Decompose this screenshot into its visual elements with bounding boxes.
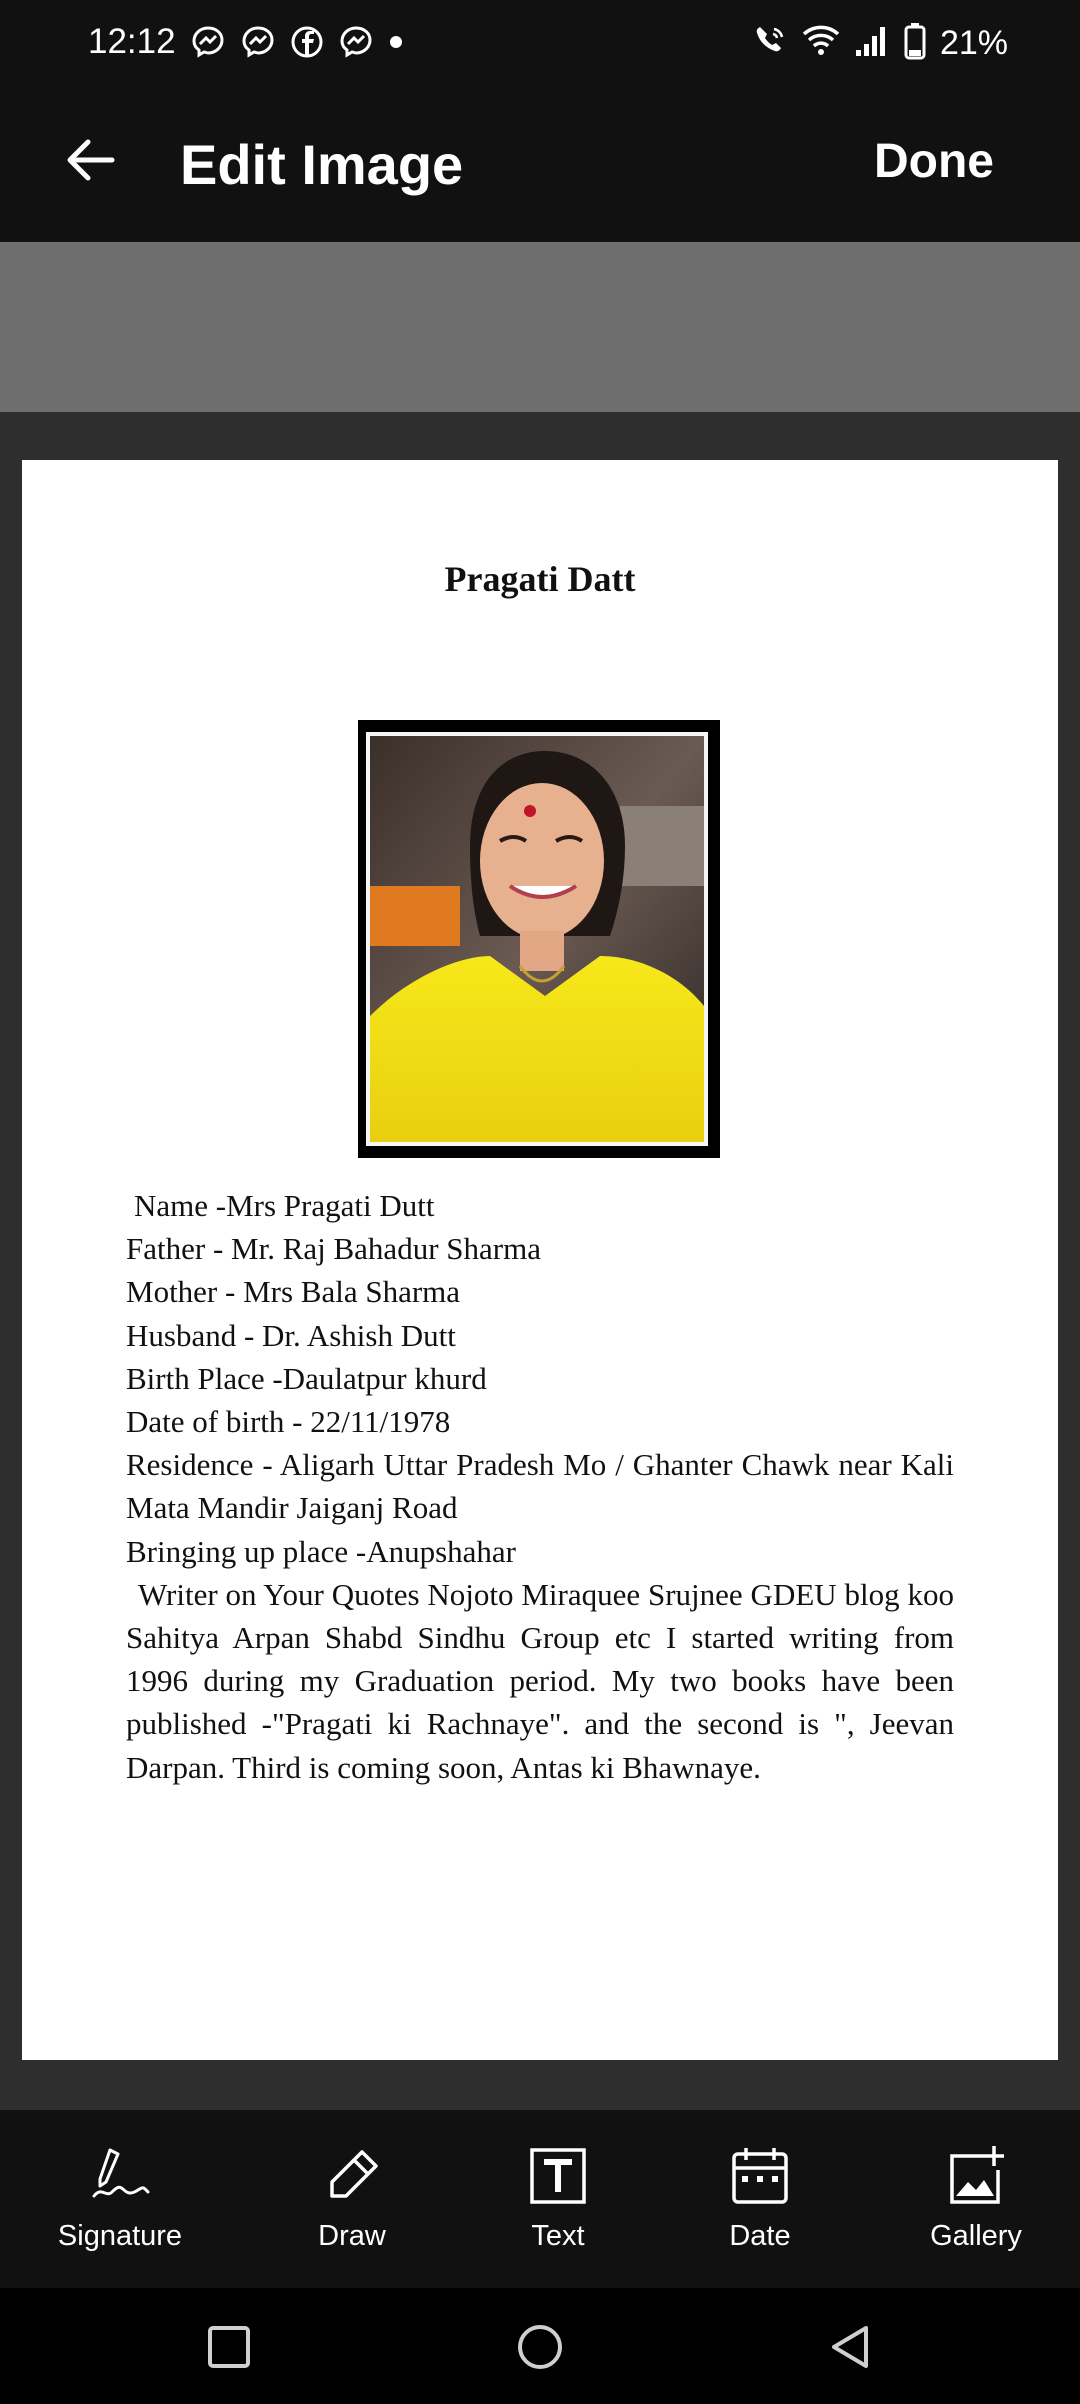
notification-icons	[190, 24, 404, 65]
page-title: Edit Image	[180, 133, 464, 196]
doc-line-husband: Husband - Dr. Ashish Dutt	[126, 1317, 456, 1353]
battery-percent: 21%	[939, 24, 1008, 62]
portrait-photo	[358, 720, 720, 1158]
signal-icon	[854, 24, 890, 63]
pencil-icon	[320, 2144, 384, 2208]
date-tool-button[interactable]	[660, 2110, 860, 2288]
date-label: Date	[729, 2220, 791, 2252]
edit-toolbar	[0, 2110, 1080, 2288]
draw-label: Draw	[318, 2220, 386, 2252]
done-button[interactable]: Done	[874, 135, 994, 188]
signature-tool-button[interactable]	[20, 2110, 220, 2288]
signature-label: Signature	[57, 2220, 183, 2252]
text-box-icon	[526, 2144, 590, 2208]
doc-line-date-of-birth: Date of birth - 22/11/1978	[126, 1404, 451, 1440]
draw-tool-button[interactable]	[252, 2110, 452, 2288]
portrait-image	[370, 736, 704, 1142]
arrow-left-icon	[60, 130, 120, 190]
home-button[interactable]	[515, 2322, 565, 2372]
recents-button[interactable]	[204, 2322, 254, 2372]
text-label: Text	[531, 2220, 585, 2252]
messenger-icon	[240, 24, 276, 65]
doc-line-birth-place: Birth Place -Daulatpur khurd	[126, 1360, 487, 1396]
messenger-icon	[190, 24, 226, 65]
status-time: 12:12	[88, 22, 176, 61]
system-nav-bar	[0, 2288, 1080, 2404]
doc-paragraph: Writer on Your Quotes Nojoto Miraquee Srujnee GDEU blog koo Sahitya Arpan Shabd Sindhu Group etc I started writing from 1996 during my Graduation period. My two books have been published -"Pragati ki Rachnaye". and the second is ", Jeevan Darpan. Third is coming soon, Antas ki Bhawnaye.	[126, 1576, 954, 1785]
doc-line-residence: Residence - Aligarh Uttar Pradesh Mo / Ghanter Chawk near Kali Mata Mandir Jaiganj Road	[126, 1447, 954, 1526]
document-body	[126, 1184, 954, 1789]
wifi-icon	[802, 24, 840, 63]
messenger-icon	[338, 24, 374, 65]
document-title: Pragati Datt	[444, 559, 636, 599]
signature-icon	[88, 2144, 152, 2208]
top-strip	[0, 242, 1080, 412]
facebook-icon	[290, 25, 324, 64]
back-nav-button[interactable]	[826, 2322, 876, 2372]
app-bar	[0, 90, 1080, 242]
doc-line-mother: Mother - Mrs Bala Sharma	[126, 1274, 461, 1310]
battery-icon	[904, 22, 926, 65]
wifi-call-icon	[752, 23, 788, 64]
add-photo-icon	[944, 2144, 1008, 2208]
text-tool-button[interactable]	[458, 2110, 658, 2288]
square-icon	[204, 2322, 254, 2372]
doc-line-name: Name -Mrs Pragati Dutt	[134, 1188, 435, 1223]
doc-line-bringing-up: Bringing up place -Anupshahar	[126, 1533, 516, 1569]
gallery-tool-button[interactable]	[876, 2110, 1076, 2288]
doc-line-father: Father - Mr. Raj Bahadur Sharma	[126, 1231, 541, 1267]
dot-icon	[388, 34, 404, 55]
document-page[interactable]	[22, 460, 1058, 2060]
back-button[interactable]	[60, 130, 120, 190]
triangle-back-icon	[826, 2322, 876, 2372]
gallery-label: Gallery	[930, 2220, 1022, 2252]
circle-icon	[515, 2322, 565, 2372]
status-right	[752, 22, 1008, 65]
calendar-icon	[728, 2144, 792, 2208]
status-bar	[0, 0, 1080, 90]
